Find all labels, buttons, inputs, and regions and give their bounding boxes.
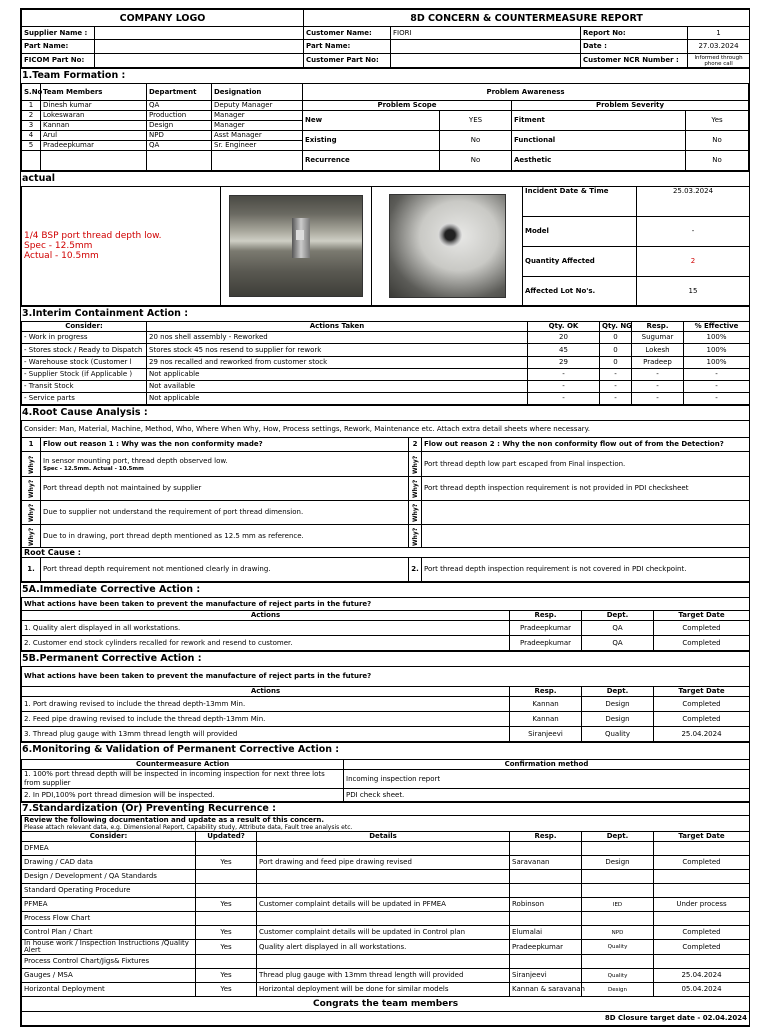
std-dept[interactable] — [582, 870, 654, 884]
rca-table — [21, 420, 750, 582]
actual-section-title: actual — [21, 171, 749, 186]
why1-item[interactable]: Port thread depth not maintained by supplier — [41, 477, 409, 501]
scope-new-label: New — [303, 111, 440, 131]
customer-part-no-label: Customer Part No: — [304, 54, 391, 68]
containment-resp[interactable]: - — [632, 381, 684, 393]
qty-affected-value[interactable]: 2 — [637, 247, 750, 277]
std-consider: Gauges / MSA — [22, 969, 196, 983]
std-col-target: Target Date — [654, 832, 750, 842]
flow2-no: 2 — [409, 438, 422, 452]
problem-desc-line2: Spec - 12.5mm — [24, 241, 93, 251]
ica-dept[interactable]: QA — [582, 636, 654, 651]
std-resp[interactable] — [510, 955, 582, 969]
std-resp[interactable] — [510, 842, 582, 856]
monitor-action[interactable]: 1. 100% port thread depth will be inspected in incoming inspection for next three lots from supplier — [22, 770, 344, 789]
containment-effective[interactable]: 100% — [684, 344, 750, 357]
team-desig[interactable]: Deputy Manager — [212, 101, 303, 111]
containment-qty-ng[interactable]: 0 — [600, 332, 632, 344]
std-updated[interactable] — [196, 842, 257, 856]
std-resp[interactable]: Pradeepkumar — [510, 940, 582, 955]
std-target[interactable] — [654, 870, 750, 884]
containment-qty-ng[interactable]: 0 — [600, 344, 632, 357]
scope-new-value[interactable]: YES — [440, 111, 512, 131]
why1-sub: Spec - 12.5mm. Actual - 10.5mm — [43, 465, 144, 472]
why-label: Why? — [22, 525, 41, 548]
team-dept[interactable]: QA — [147, 141, 212, 151]
containment-action[interactable]: 20 nos shell assembly - Reworked — [147, 332, 528, 344]
scope-existing-label: Existing — [303, 131, 440, 151]
flow1-no: 1 — [22, 438, 41, 452]
std-updated[interactable]: Yes — [196, 856, 257, 870]
std-target[interactable] — [654, 884, 750, 898]
std-dept[interactable]: IED — [582, 898, 654, 912]
ica-section-title: 5A.Immediate Corrective Action : — [21, 582, 749, 597]
why-label: Why? — [22, 477, 41, 501]
problem-scope-title: Problem Scope — [303, 101, 512, 111]
std-col-consider: Consider: — [22, 832, 196, 842]
team-sno: 2 — [22, 111, 41, 121]
std-target[interactable] — [654, 912, 750, 926]
customer-part-name-value[interactable] — [391, 40, 581, 54]
pca-target[interactable]: Completed — [654, 697, 750, 712]
std-details[interactable]: Horizontal deployment will be done for similar models — [257, 983, 510, 997]
team-member[interactable]: Pradeepkumar — [41, 141, 147, 151]
containment-consider: - Warehouse stock (Customer l — [22, 357, 147, 369]
monitor-section-title: 6.Monitoring & Validation of Permanent Corrective Action : — [21, 742, 749, 759]
team-dept[interactable]: NPD — [147, 131, 212, 141]
std-consider: Standard Operating Procedure — [22, 884, 196, 898]
containment-resp[interactable]: Pradeep — [632, 357, 684, 369]
team-member[interactable]: Lokeswaran — [41, 111, 147, 121]
std-resp[interactable] — [510, 884, 582, 898]
customer-part-name-label: Part Name: — [304, 40, 391, 54]
std-details[interactable] — [257, 912, 510, 926]
std-consider: DFMEA — [22, 842, 196, 856]
why-label: Why? — [409, 477, 422, 501]
std-target[interactable]: Completed — [654, 926, 750, 940]
containment-action[interactable]: Not applicable — [147, 369, 528, 381]
pca-resp[interactable]: Siranjeevi — [510, 727, 582, 742]
root-cause-label: Root Cause : — [22, 548, 750, 558]
containment-consider: - Work in progress — [22, 332, 147, 344]
incident-label: Incident Date & Time — [523, 187, 637, 217]
team-dept[interactable]: Production — [147, 111, 212, 121]
severity-fitment-label: Fitment — [512, 111, 686, 131]
root-cause-1[interactable]: Port thread depth requirement not mentioned clearly in drawing. — [41, 558, 409, 582]
std-resp[interactable]: Siranjeevi — [510, 969, 582, 983]
team-awareness-table — [21, 83, 749, 171]
std-dept[interactable]: Design — [582, 856, 654, 870]
model-label: Model — [523, 217, 637, 247]
containment-section-title: 3.Interim Containment Action : — [21, 306, 749, 321]
std-dept[interactable] — [582, 955, 654, 969]
monitor-table — [21, 759, 750, 802]
std-dept[interactable] — [582, 884, 654, 898]
customer-part-no-value[interactable] — [391, 54, 581, 68]
std-details[interactable] — [257, 842, 510, 856]
std-resp[interactable] — [510, 870, 582, 884]
team-sno: 3 — [22, 121, 41, 131]
std-target[interactable] — [654, 842, 750, 856]
threaded-fitting-photo — [229, 195, 363, 297]
ica-col-dept: Dept. — [582, 611, 654, 621]
problem-desc-line1: 1/4 BSP port thread depth low. — [24, 231, 162, 241]
std-details[interactable]: Thread plug gauge with 13mm thread length will provided — [257, 969, 510, 983]
incident-value[interactable]: 25.03.2024 — [637, 187, 750, 217]
std-review-text: Review the following documentation and update as a result of this concern. — [24, 816, 325, 824]
team-member[interactable]: Kannan — [41, 121, 147, 131]
team-section-title: 1.Team Formation : — [21, 68, 749, 83]
date-value[interactable]: 27.03.2024 — [688, 40, 750, 54]
std-attach-text: Please attach relevant data, e.g. Dimensional Report, Capability study, Attribute data, Fault tree analysis etc. — [24, 824, 353, 831]
customer-name-label: Customer Name: — [304, 27, 391, 40]
containment-consider: - Supplier Stock (if Applicable ) — [22, 369, 147, 381]
ica-target[interactable]: Completed — [654, 621, 750, 636]
team-sno: 1 — [22, 101, 41, 111]
ica-target[interactable]: Completed — [654, 636, 750, 651]
std-dept[interactable] — [582, 842, 654, 856]
containment-col-consider: Consider: — [22, 322, 147, 332]
congrats-text: Congrats the team members — [22, 997, 750, 1012]
problem-description — [22, 187, 221, 306]
why-label: Why? — [22, 452, 41, 477]
why2-item[interactable] — [422, 501, 750, 525]
ica-action[interactable]: 1. Quality alert displayed in all workstations. — [22, 621, 510, 636]
ica-question: What actions have been taken to prevent the manufacture of reject parts in the future? — [22, 598, 750, 611]
pca-target[interactable]: 25.04.2024 — [654, 727, 750, 742]
why2-item[interactable]: Port thread depth inspection requirement is not provided in PDI checksheet — [422, 477, 750, 501]
affected-lot-label: Affected Lot No's. — [523, 277, 637, 306]
pca-dept[interactable]: Design — [582, 697, 654, 712]
std-table — [21, 815, 750, 1026]
part-name-label: Part Name: — [22, 40, 95, 54]
std-consider: Control Plan / Chart — [22, 926, 196, 940]
containment-qty-ng[interactable]: - — [600, 369, 632, 381]
std-details[interactable]: Customer complaint details will be updated in Control plan — [257, 926, 510, 940]
team-col-members: Team Members — [41, 84, 147, 101]
report-no-label: Report No: — [581, 27, 688, 40]
std-consider: PFMEA — [22, 898, 196, 912]
std-details[interactable]: Quality alert displayed in all workstations. — [257, 940, 510, 955]
pca-col-target: Target Date — [654, 687, 750, 697]
containment-action[interactable]: Stores stock 45 nos resend to supplier for rework — [147, 344, 528, 357]
root-cause-2[interactable]: Port thread depth inspection requirement is not covered in PDI checkpoint. — [422, 558, 750, 582]
pca-resp[interactable]: Kannan — [510, 697, 582, 712]
team-desig[interactable]: Asst Manager — [212, 131, 303, 141]
monitor-method[interactable]: PDI check sheet. — [344, 789, 750, 802]
report-page — [20, 8, 750, 1027]
scope-existing-value[interactable]: No — [440, 131, 512, 151]
containment-resp[interactable]: Lokesh — [632, 344, 684, 357]
monitor-col-method: Confirmation method — [344, 760, 750, 770]
containment-consider: - Service parts — [22, 393, 147, 405]
why2-item[interactable] — [422, 525, 750, 548]
std-target[interactable]: 25.04.2024 — [654, 969, 750, 983]
containment-action[interactable]: Not available — [147, 381, 528, 393]
std-target[interactable] — [654, 955, 750, 969]
why-label: Why? — [409, 525, 422, 548]
problem-awareness-title: Problem Awareness — [303, 84, 749, 101]
rca-section-title: 4.Root Cause Analysis : — [21, 405, 749, 420]
containment-resp[interactable]: Sugumar — [632, 332, 684, 344]
std-resp[interactable]: Kannan & saravanan — [510, 983, 582, 997]
std-updated[interactable] — [196, 955, 257, 969]
std-consider: Design / Development / QA Standards — [22, 870, 196, 884]
why1-text: In sensor mounting port, thread depth observed low. — [43, 456, 228, 465]
ica-table — [21, 597, 750, 651]
std-details[interactable]: Port drawing and feed pipe drawing revised — [257, 856, 510, 870]
pca-action[interactable]: 1. Port drawing revised to include the thread depth-13mm Min. — [22, 697, 510, 712]
ica-action[interactable]: 2. Customer end stock cylinders recalled for rework and resend to customer. — [22, 636, 510, 651]
std-consider: Process Control Chart/Jigs& Fixtures — [22, 955, 196, 969]
company-logo: COMPANY LOGO — [22, 10, 304, 27]
actual-table — [21, 186, 750, 306]
ica-col-resp: Resp. — [510, 611, 582, 621]
team-desig[interactable]: Manager — [212, 111, 303, 121]
team-member[interactable]: Arul — [41, 131, 147, 141]
affected-lot-value[interactable]: 15 — [637, 277, 750, 306]
photo-cell-2 — [372, 187, 523, 306]
port-hole-photo — [389, 194, 506, 298]
monitor-action[interactable]: 2. In PDI,100% port thread dimesion will be inspected. — [22, 789, 344, 802]
severity-aesthetic-value[interactable]: No — [686, 151, 749, 171]
why1-item[interactable] — [41, 452, 409, 477]
std-resp[interactable]: Elumalai — [510, 926, 582, 940]
containment-qty-ng[interactable]: - — [600, 393, 632, 405]
pca-resp[interactable]: Kannan — [510, 712, 582, 727]
containment-consider: - Stores stock / Ready to Dispatch — [22, 344, 147, 357]
why-label: Why? — [22, 501, 41, 525]
team-dept[interactable]: QA — [147, 101, 212, 111]
containment-qty-ok[interactable]: 29 — [528, 357, 600, 369]
pca-action[interactable]: 3. Thread plug gauge with 13mm thread length will provided — [22, 727, 510, 742]
root-cause-2-no: 2. — [409, 558, 422, 582]
why-label: Why? — [409, 501, 422, 525]
std-review-block — [22, 816, 750, 832]
std-details[interactable]: Customer complaint details will be updated in PFMEA — [257, 898, 510, 912]
pca-dept[interactable]: Quality — [582, 727, 654, 742]
part-name-value[interactable] — [95, 40, 304, 54]
containment-col-qty-ng: Qty. NG — [600, 322, 632, 332]
std-target[interactable]: Under process — [654, 898, 750, 912]
containment-action[interactable]: 29 nos recalled and reworked from customer stock — [147, 357, 528, 369]
ica-col-target: Target Date — [654, 611, 750, 621]
customer-name-value[interactable]: FIORI — [391, 27, 581, 40]
supplier-name-label: Supplier Name : — [22, 27, 95, 40]
ica-dept[interactable]: QA — [582, 621, 654, 636]
severity-fitment-value[interactable]: Yes — [686, 111, 749, 131]
severity-aesthetic-label: Aesthetic — [512, 151, 686, 171]
team-col-desig: Designation — [212, 84, 303, 101]
containment-qty-ok[interactable]: 20 — [528, 332, 600, 344]
severity-functional-label: Functional — [512, 131, 686, 151]
containment-effective[interactable]: - — [684, 369, 750, 381]
std-updated[interactable]: Yes — [196, 926, 257, 940]
pca-section-title: 5B.Permanent Corrective Action : — [21, 651, 749, 666]
std-details[interactable] — [257, 870, 510, 884]
containment-qty-ok[interactable]: - — [528, 369, 600, 381]
containment-resp[interactable]: - — [632, 393, 684, 405]
team-col-dept: Department — [147, 84, 212, 101]
std-consider: Horizontal Deployment — [22, 983, 196, 997]
qty-affected-label: Quantity Affected — [523, 247, 637, 277]
std-dept[interactable]: Design — [582, 983, 654, 997]
supplier-name-value[interactable] — [95, 27, 304, 40]
std-updated[interactable]: Yes — [196, 940, 257, 955]
team-dept[interactable]: Design — [147, 121, 212, 131]
containment-effective[interactable]: - — [684, 393, 750, 405]
std-dept[interactable]: Quality — [582, 969, 654, 983]
team-col-sno: S.No — [22, 84, 41, 101]
std-col-dept: Dept. — [582, 832, 654, 842]
std-section-title: 7.Standardization (Or) Preventing Recurrence : — [21, 802, 749, 815]
std-details[interactable] — [257, 955, 510, 969]
why2-item[interactable]: Port thread depth low part escaped from Final inspection. — [422, 452, 750, 477]
std-col-resp: Resp. — [510, 832, 582, 842]
scope-recurrence-label: Recurrence — [303, 151, 440, 171]
containment-qty-ok[interactable]: - — [528, 381, 600, 393]
containment-consider: - Transit Stock — [22, 381, 147, 393]
std-updated[interactable]: Yes — [196, 969, 257, 983]
std-target[interactable]: Completed — [654, 940, 750, 955]
flow2-title: Flow out reason 2 : Why the non conformity flow out of from the Detection? — [422, 438, 750, 452]
why-label: Why? — [409, 452, 422, 477]
std-consider: Process Flow Chart — [22, 912, 196, 926]
ncr-label: Customer NCR Number : — [581, 54, 688, 68]
std-updated[interactable] — [196, 884, 257, 898]
ficom-part-value[interactable] — [95, 54, 304, 68]
std-updated[interactable] — [196, 912, 257, 926]
containment-table — [21, 321, 750, 405]
ica-resp[interactable]: Pradeepkumar — [510, 621, 582, 636]
containment-qty-ok[interactable]: 45 — [528, 344, 600, 357]
pca-col-resp: Resp. — [510, 687, 582, 697]
std-consider: In house work / Inspection Instructions /Quality Alert — [22, 940, 196, 955]
team-desig[interactable]: Manager — [212, 121, 303, 131]
std-col-details: Details — [257, 832, 510, 842]
why1-item[interactable]: Due to supplier not understand the requirement of port thread dimension. — [41, 501, 409, 525]
std-target[interactable]: 05.04.2024 — [654, 983, 750, 997]
containment-qty-ng[interactable]: - — [600, 381, 632, 393]
containment-effective[interactable]: 100% — [684, 332, 750, 344]
containment-col-actions: Actions Taken — [147, 322, 528, 332]
problem-severity-title: Problem Severity — [512, 101, 749, 111]
ica-col-actions: Actions — [22, 611, 510, 621]
containment-effective[interactable]: - — [684, 381, 750, 393]
report-header — [21, 9, 750, 68]
pca-question: What actions have been taken to prevent the manufacture of reject parts in the future? — [22, 667, 750, 687]
std-updated[interactable]: Yes — [196, 898, 257, 912]
scope-recurrence-value[interactable]: No — [440, 151, 512, 171]
date-label: Date : — [581, 40, 688, 54]
containment-col-resp: Resp. — [632, 322, 684, 332]
model-value[interactable]: - — [637, 217, 750, 247]
pca-col-actions: Actions — [22, 687, 510, 697]
closure-target-date: 8D Closure target date - 02.04.2024 — [22, 1012, 750, 1026]
std-details[interactable] — [257, 884, 510, 898]
pca-col-dept: Dept. — [582, 687, 654, 697]
rca-consider-text: Consider: Man, Material, Machine, Method, Who, Where When Why, How, Process settings, Rework, Maintenance etc. Attach extra detail sheets where necessary. — [22, 421, 750, 438]
pca-target[interactable]: Completed — [654, 712, 750, 727]
containment-resp[interactable]: - — [632, 369, 684, 381]
containment-effective[interactable]: 100% — [684, 357, 750, 369]
report-title: 8D CONCERN & COUNTERMEASURE REPORT — [304, 10, 750, 27]
ficom-part-label: FICOM Part No: — [22, 54, 95, 68]
ica-resp[interactable]: Pradeepkumar — [510, 636, 582, 651]
std-consider: Drawing / CAD data — [22, 856, 196, 870]
severity-functional-value[interactable]: No — [686, 131, 749, 151]
containment-qty-ng[interactable]: 0 — [600, 357, 632, 369]
team-sno: 4 — [22, 131, 41, 141]
std-resp[interactable] — [510, 912, 582, 926]
std-dept[interactable] — [582, 912, 654, 926]
team-member[interactable]: Dinesh kumar — [41, 101, 147, 111]
std-resp[interactable]: Saravanan — [510, 856, 582, 870]
std-dept[interactable]: NPD — [582, 926, 654, 940]
root-cause-1-no: 1. — [22, 558, 41, 582]
monitor-method[interactable]: Incoming inspection report — [344, 770, 750, 789]
std-updated[interactable] — [196, 870, 257, 884]
problem-desc-line3: Actual - 10.5mm — [24, 251, 99, 261]
std-updated[interactable]: Yes — [196, 983, 257, 997]
team-sno: 5 — [22, 141, 41, 151]
std-col-updated: Updated? — [196, 832, 257, 842]
photo-cell-1 — [221, 187, 372, 306]
team-desig[interactable]: Sr. Engineer — [212, 141, 303, 151]
monitor-col-action: Countermeasure Action — [22, 760, 344, 770]
report-no-value[interactable]: 1 — [688, 27, 750, 40]
ncr-value[interactable]: Informed through phone call — [688, 54, 750, 68]
pca-action[interactable]: 2. Feed pipe drawing revised to include the thread depth-13mm Min. — [22, 712, 510, 727]
containment-col-qty-ok: Qty. OK — [528, 322, 600, 332]
containment-action[interactable]: Not applicable — [147, 393, 528, 405]
why1-item[interactable]: Due to in drawing, port thread depth mentioned as 12.5 mm as reference. — [41, 525, 409, 548]
std-dept[interactable]: Quality — [582, 940, 654, 955]
flow1-title: Flow out reason 1 : Why was the non conformity made? — [41, 438, 409, 452]
containment-qty-ok[interactable]: - — [528, 393, 600, 405]
std-resp[interactable]: Robinson — [510, 898, 582, 912]
std-target[interactable]: Completed — [654, 856, 750, 870]
pca-dept[interactable]: Design — [582, 712, 654, 727]
containment-col-effective: % Effective — [684, 322, 750, 332]
pca-table — [21, 666, 750, 742]
